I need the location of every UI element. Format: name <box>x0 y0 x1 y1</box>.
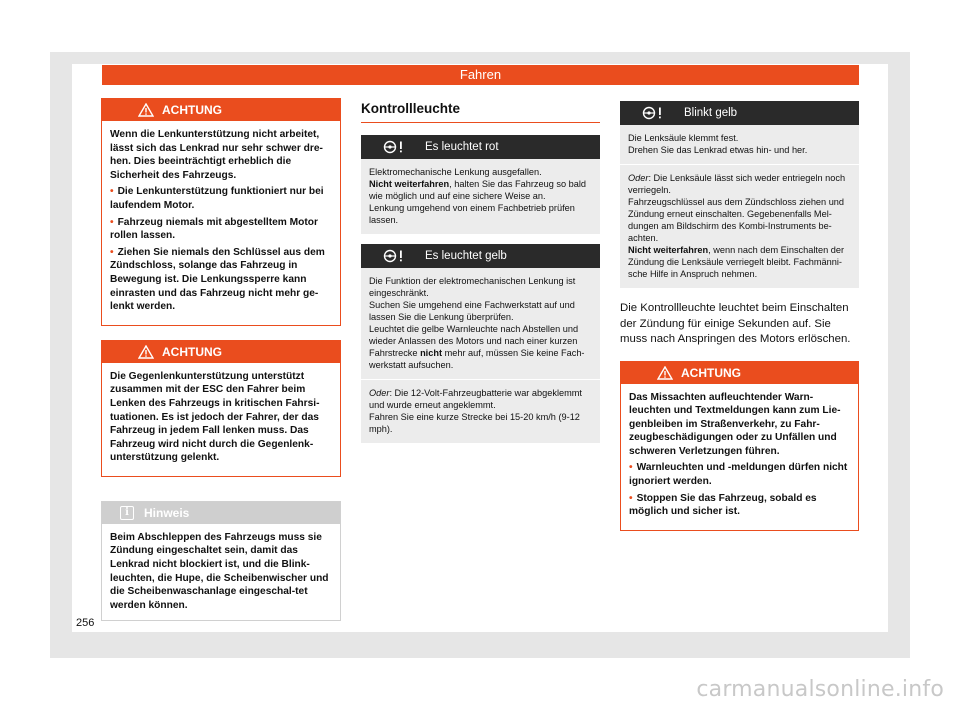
watermark: carmanualsonline.info <box>696 677 944 702</box>
warning-box <box>101 340 341 477</box>
steering-warning-icon <box>383 249 409 263</box>
warning-header <box>102 341 340 363</box>
warning-triangle-icon <box>138 103 154 117</box>
column-middle <box>361 98 600 443</box>
warning-bullet: • Warnleuchten und -meldungen dürfen nicht ignoriert werden. <box>629 462 848 488</box>
indicator-yellow-header <box>361 244 600 268</box>
warning-body <box>102 121 340 325</box>
steering-warning-icon <box>642 106 668 120</box>
indicator-red-label: Es leuchtet rot <box>425 141 499 153</box>
column-right <box>620 98 859 543</box>
indicator-yellow-alt-text: Oder: Die 12-Volt-Fahrzeugbatterie war abgeklemmt und wurde erneut angeklemmt. Fahren Sie eine kurze Strecke bei 15-20 km/h (9-12 mph). <box>361 379 600 443</box>
indicator-yellow-label: Es leuchtet gelb <box>425 250 507 262</box>
note-body: Beim Abschleppen des Fahrzeugs muss sie Zündung eingeschaltet sein, damit das Lenkrad nicht blockiert ist, und die Blink-leuchten, die Hupe, die Scheibenwischer und die Scheibenwaschanlage eingeschal-tet werden können. <box>110 531 329 611</box>
section-title: Kontrollleuchte <box>361 98 600 123</box>
warning-header <box>102 99 340 121</box>
warning-bullet: • Ziehen Sie niemals den Schlüssel aus dem Zündschloss, solange das Fahrzeug in Bewegung ist. Die Lenkungssperre kann einrasten und das Fahrzeug nicht mehr ge-lenkt werden. <box>110 246 325 313</box>
page-number: 256 <box>76 617 95 629</box>
bullet-icon: • <box>110 186 114 198</box>
bullet-icon: • <box>110 246 114 258</box>
indicator-yellow-text: Die Funktion der elektromechanischen Lenkung ist eingeschränkt. Suchen Sie umgehend eine Fachwerkstatt auf und lassen Sie die Lenkung überprüfen. Leuchtet die gelbe Warnleuchte nach Abstellen und wieder Anlassen des Motors und nach einer kurzen Fahrstrecke nicht mehr auf, müssen Sie keine Fach-werkstatt aufsuchen. <box>361 268 600 379</box>
bullet-icon: • <box>629 492 633 504</box>
warning-box <box>620 361 859 531</box>
warning-header <box>621 362 858 384</box>
warning-intro: Das Missachten aufleuchtender Warn-leuchten und Textmeldungen kann zum Lie-genbleiben im Straßenverkehr, zu Fahr-zeugbeschädigungen oder zu Unfällen und schweren Verletzungen führen. <box>629 391 841 457</box>
warning-intro: Wenn die Lenkunterstützung nicht arbeitet, lässt sich das Lenkrad nur sehr schwer dre-hen. Dies beeinträchtigt erheblich die Sicherheit des Fahrzeugs. <box>110 129 323 181</box>
warning-text: Die Gegenlenkunterstützung unterstützt zusammen mit der ESC den Fahrer beim Lenken des Fahrzeugs in kritischen Fahrsi-tuationen. Es ist jedoch der Fahrer, der das Fahrzeug in jedem Fall lenken muss. Das Fahrzeug wird nicht durch die Gegenlenk-unterstützung gelenkt. <box>110 370 320 464</box>
indicator-blink-label: Blinkt gelb <box>684 107 738 119</box>
warning-body <box>102 363 340 476</box>
indicator-blink-alt-text: Oder: Die Lenksäule lässt sich weder entriegeln noch verriegeln. Fahrzeugschlüssel aus dem Zündschloss ziehen und Zündung erneut einschalten. Gegebenenfalls Mel-dungen am Bildschirm des Kombi-Instruments be-achten. Nicht weiterfahren, wenn nach dem Einschalten der Zündung die Lenksäule verriegelt bleibt. Fachmänni-sche Hilfe in Anspruch nehmen. <box>620 164 859 288</box>
warning-bullet: • Die Lenkunterstützung funktioniert nur bei laufendem Motor. <box>110 186 324 211</box>
warning-title: ACHTUNG <box>681 365 741 380</box>
warning-title: ACHTUNG <box>162 103 222 117</box>
warning-box <box>101 98 341 326</box>
indicator-blink-header <box>620 101 859 125</box>
warning-triangle-icon <box>138 345 154 359</box>
note-title: Hinweis <box>144 505 190 520</box>
warning-bullet: • Fahrzeug niemals mit abgestelltem Motor rollen lassen. <box>110 216 318 242</box>
steering-warning-icon <box>383 140 409 154</box>
warning-body <box>621 384 858 530</box>
body-paragraph: Die Kontrollleuchte leuchtet beim Einschalten der Zündung für einige Sekunden auf. Sie muss nach Anspringen des Motors erlöschen. <box>620 302 851 345</box>
info-icon: i <box>120 506 134 520</box>
chapter-header: Fahren <box>102 65 859 85</box>
indicator-red-text: Elektromechanische Lenkung ausgefallen. Nicht weiterfahren, halten Sie das Fahrzeug so bald wie möglich und auf eine sichere Weise an. Lenkung umgehend von einem Fachbetrieb prüfen lassen. <box>361 159 600 234</box>
warning-bullet: • Stoppen Sie das Fahrzeug, sobald es möglich und sicher ist. <box>629 492 817 518</box>
note-header <box>102 502 340 524</box>
bullet-icon: • <box>110 216 114 228</box>
note-box <box>101 501 341 622</box>
warning-triangle-icon <box>657 366 673 380</box>
indicator-blink-text: Die Lenksäule klemmt fest. Drehen Sie das Lenkrad etwas hin- und her. <box>620 125 859 164</box>
indicator-red-header <box>361 135 600 159</box>
bullet-icon: • <box>629 462 633 474</box>
warning-title: ACHTUNG <box>162 344 222 359</box>
column-left <box>101 98 341 621</box>
